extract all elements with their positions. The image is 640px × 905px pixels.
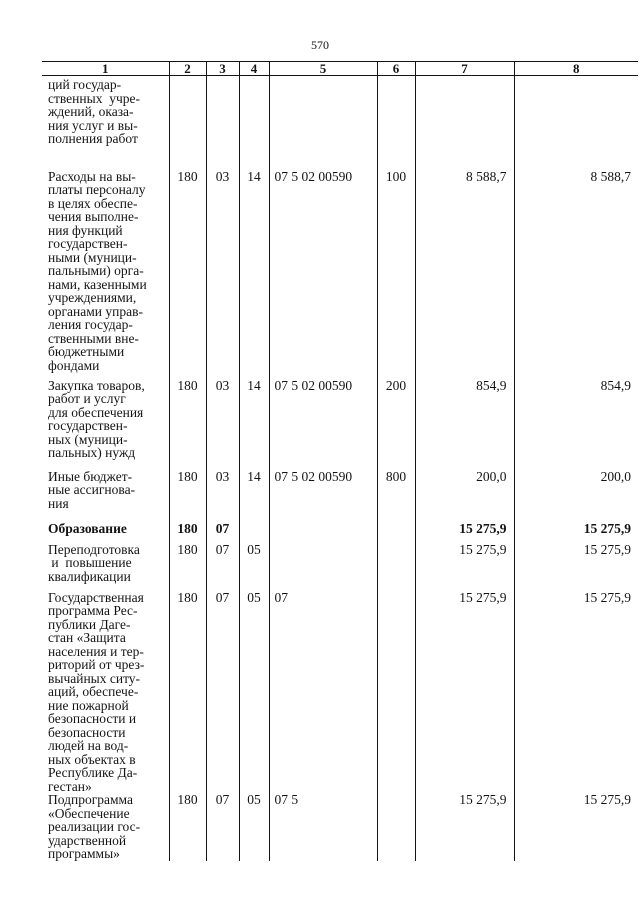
table-row [42, 543, 638, 591]
cell-col5: 07 5 02 00590 [269, 170, 377, 379]
cell-col3: 07 [206, 522, 239, 543]
col-header-1: 1 [42, 62, 169, 76]
cell-col5: 07 [269, 591, 377, 794]
cell-col2: 180 [169, 170, 206, 379]
row-name: ций государ- ственных учре- ждений, оказа- ния услуг и вы- полнения работ [48, 77, 140, 146]
cell-col2: 180 [169, 379, 206, 470]
cell-col6 [377, 793, 415, 861]
cell-col8: 15 275,9 [514, 522, 638, 543]
cell-col3: 03 [206, 470, 239, 522]
cell-col7: 15 275,9 [415, 793, 514, 861]
cell-col2 [169, 76, 206, 170]
row-name: Иные бюджет- ные ассигнова- ния [48, 468, 136, 511]
row-name: Образование [48, 520, 127, 536]
table-row [42, 470, 638, 522]
cell-col5 [269, 522, 377, 543]
table-row [42, 76, 638, 170]
cell-col6 [377, 76, 415, 170]
cell-col7: 8 588,7 [415, 170, 514, 379]
col-header-8: 8 [514, 62, 638, 76]
cell-col7: 15 275,9 [415, 543, 514, 591]
cell-col5 [269, 543, 377, 591]
cell-col5: 07 5 02 00590 [269, 470, 377, 522]
cell-col8: 200,0 [514, 470, 638, 522]
cell-col2: 180 [169, 543, 206, 591]
cell-col8 [514, 76, 638, 170]
budget-table [42, 61, 638, 861]
cell-col4 [239, 522, 269, 543]
cell-col5 [269, 76, 377, 170]
cell-col7: 15 275,9 [415, 591, 514, 794]
cell-col8: 15 275,9 [514, 793, 638, 861]
table-row [42, 793, 638, 861]
cell-col7 [415, 76, 514, 170]
cell-col3 [206, 76, 239, 170]
cell-col7: 200,0 [415, 470, 514, 522]
cell-col4: 05 [239, 793, 269, 861]
cell-col7: 854,9 [415, 379, 514, 470]
table-row [42, 379, 638, 470]
col-header-5: 5 [269, 62, 377, 76]
col-header-2: 2 [169, 62, 206, 76]
cell-col6 [377, 591, 415, 794]
cell-col2: 180 [169, 470, 206, 522]
cell-col8: 15 275,9 [514, 543, 638, 591]
col-header-4: 4 [239, 62, 269, 76]
cell-col4: 14 [239, 170, 269, 379]
cell-col2: 180 [169, 591, 206, 794]
cell-col3: 03 [206, 379, 239, 470]
col-header-7: 7 [415, 62, 514, 76]
cell-col4: 05 [239, 591, 269, 794]
row-name: Государственная программа Рес- публики Даге- стан «Защита населения и тер- риторий от чрез- вычайных ситу- аций, обеспече- ние пожарной безопасности и безопасности людей на вод- ных объектах в Республике Да- гестан» [48, 589, 145, 794]
cell-col5: 07 5 [269, 793, 377, 861]
cell-col6: 800 [377, 470, 415, 522]
cell-col3: 03 [206, 170, 239, 379]
row-name: Переподготовка и повышение квалификации [48, 541, 140, 584]
row-name: Закупка товаров, работ и услуг для обеспечения государствен- ных (муници- пальных) нужд [48, 377, 145, 460]
row-name: Расходы на вы- платы персоналу в целях обеспе- чения выполне- ния функций государствен- ными (муници- пальными) орга- нами, казенными учреждениями, органами управ- ления государ- ственными вне- бюджетными фондами [48, 168, 147, 373]
table-row [42, 591, 638, 794]
row-name: Подпрограмма «Обеспечение реализации гос- ударственной программы» [48, 792, 141, 861]
cell-col4: 14 [239, 470, 269, 522]
table-row [42, 522, 638, 543]
cell-col3: 07 [206, 793, 239, 861]
table-row [42, 170, 638, 379]
cell-col3: 07 [206, 543, 239, 591]
cell-col5: 07 5 02 00590 [269, 379, 377, 470]
cell-col4: 14 [239, 379, 269, 470]
cell-col8: 15 275,9 [514, 591, 638, 794]
cell-col8: 854,9 [514, 379, 638, 470]
cell-col6 [377, 543, 415, 591]
cell-col6 [377, 522, 415, 543]
cell-col6: 200 [377, 379, 415, 470]
header-row [42, 62, 638, 76]
col-header-6: 6 [377, 62, 415, 76]
cell-col7: 15 275,9 [415, 522, 514, 543]
cell-col4 [239, 76, 269, 170]
cell-col8: 8 588,7 [514, 170, 638, 379]
cell-col2: 180 [169, 522, 206, 543]
page-number: 570 [311, 38, 329, 52]
cell-col4: 05 [239, 543, 269, 591]
cell-col2: 180 [169, 793, 206, 861]
col-header-3: 3 [206, 62, 239, 76]
cell-col3: 07 [206, 591, 239, 794]
cell-col6: 100 [377, 170, 415, 379]
